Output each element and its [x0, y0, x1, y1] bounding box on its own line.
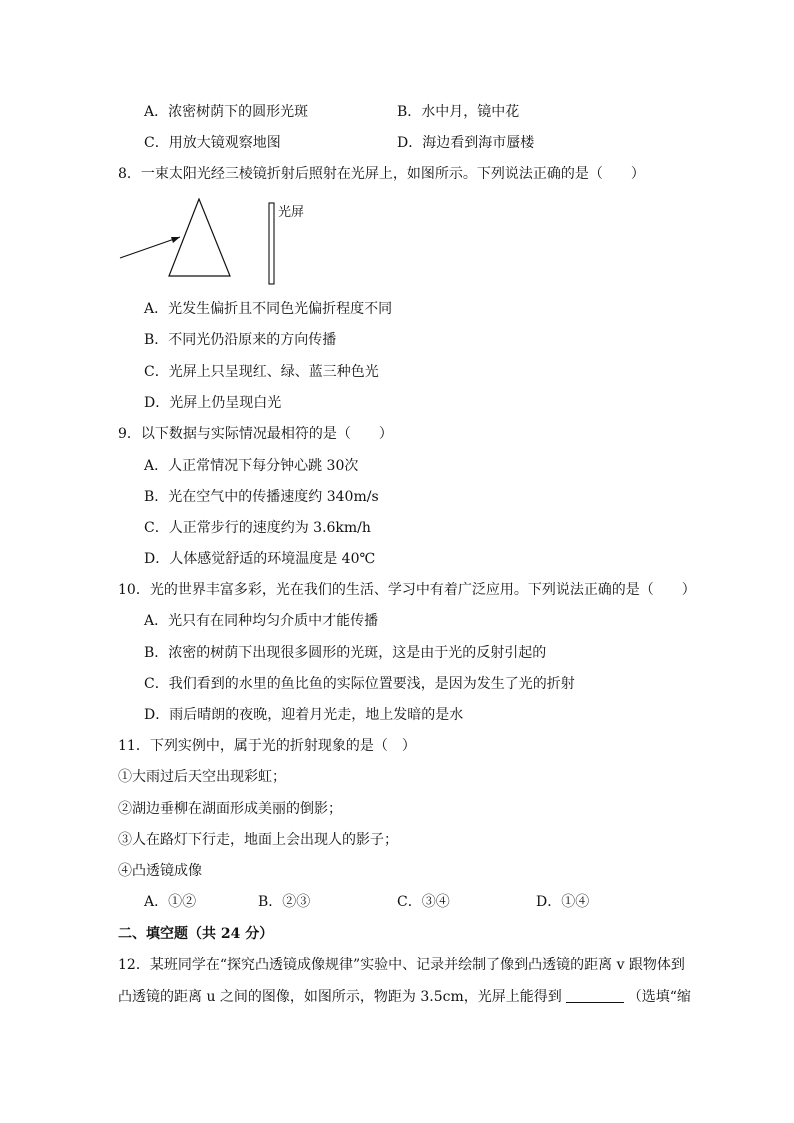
light-ray — [120, 237, 180, 258]
answer-blank[interactable] — [566, 988, 624, 1003]
q7-option-a: A．浓密树荫下的圆形光斑 — [144, 104, 309, 120]
q11-option-c: C．③④ — [397, 894, 450, 910]
q9-option-b: B．光在空气中的传播速度约 340m/s — [144, 489, 379, 505]
q8-option-c: C．光屏上只呈现红、绿、蓝三种色光 — [144, 364, 379, 380]
prism-diagram — [118, 198, 288, 288]
q9-option-d: D．人体感觉舒适的环境温度是 40℃ — [144, 551, 376, 567]
q7-option-c: C．用放大镜观察地图 — [144, 135, 281, 151]
q12-line-2-text: 凸透镜的距离 u 之间的图像，如图所示，物距为 3.5cm，光屏上能得到 — [118, 989, 562, 1005]
q12-line-2-tail: （选填“缩 — [627, 989, 691, 1005]
screen-label: 光屏 — [278, 205, 305, 220]
q11-item-1: ①大雨过后天空出现彩虹； — [118, 769, 286, 785]
q12-line-2 — [118, 987, 691, 1007]
q10-stem: 10．光的世界丰富多彩，光在我们的生活、学习中有着广泛应用。下列说法正确的是（ ） — [118, 582, 696, 598]
q8-option-d: D．光屏上仍呈现白光 — [144, 395, 282, 411]
q8-stem: 8．一束太阳光经三棱镜折射后照射在光屏上，如图所示。下列说法正确的是（ ） — [118, 166, 645, 182]
q9-option-a: A．人正常情况下每分钟心跳 30次 — [144, 458, 359, 474]
q10-option-b: B．浓密的树荫下出现很多圆形的光斑，这是由于光的反射引起的 — [144, 645, 547, 661]
q7-option-b: B．水中月，镜中花 — [397, 104, 520, 120]
q9-stem: 9．以下数据与实际情况最相符的是（ ） — [118, 426, 393, 442]
q8-option-a: A．光发生偏折且不同色光偏折程度不同 — [144, 301, 393, 317]
q9-option-c: C．人正常步行的速度约为 3.6km/h — [144, 520, 371, 536]
q11-option-a: A．①② — [144, 894, 197, 910]
q11-stem: 11．下列实例中，属于光的折射现象的是（ ） — [118, 738, 416, 754]
q11-item-2: ②湖边垂柳在湖面形成美丽的倒影； — [118, 801, 342, 817]
q10-option-a: A．光只有在同种均匀介质中才能传播 — [144, 613, 379, 629]
q11-item-4: ④凸透镜成像 — [118, 863, 202, 879]
q8-option-b: B．不同光仍沿原来的方向传播 — [144, 332, 337, 348]
light-screen — [269, 203, 274, 284]
q7-option-d: D．海边看到海市蜃楼 — [397, 135, 535, 151]
q10-option-c: C．我们看到的水里的鱼比鱼的实际位置要浅，是因为发生了光的折射 — [144, 676, 575, 692]
ray-arrowhead — [171, 237, 180, 243]
q12-line-1: 12．某班同学在“探究凸透镜成像规律”实验中、记录并绘制了像到凸透镜的距离 v 跟物体到 — [118, 957, 685, 973]
section-heading: 二、填空题（共 24 分） — [118, 926, 274, 942]
q11-item-3: ③人在路灯下行走，地面上会出现人的影子； — [118, 832, 398, 848]
q11-option-d: D．①④ — [536, 894, 590, 910]
q10-option-d: D．雨后晴朗的夜晚，迎着月光走，地上发暗的是水 — [144, 707, 464, 723]
q11-option-b: B．②③ — [258, 894, 311, 910]
